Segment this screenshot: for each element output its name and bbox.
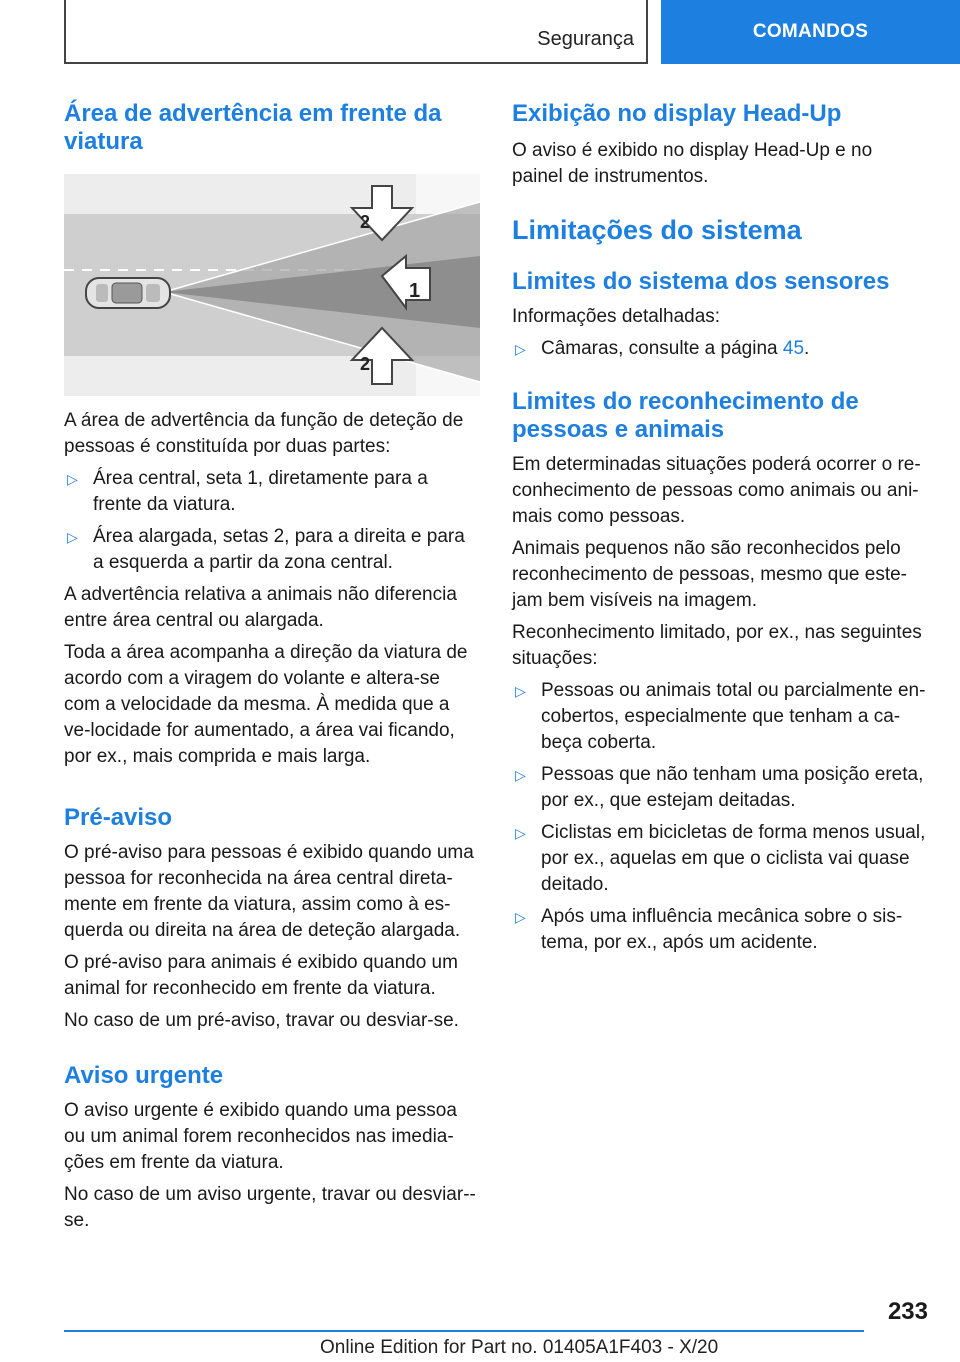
paragraph-pre-warning-animals: O pré-aviso para animais é exibido quando um animal for reconhecido em frente da viatura.	[64, 952, 458, 999]
bullet-triangle-icon: ▷	[515, 341, 526, 357]
warning-area-figure	[64, 174, 480, 396]
bullet-triangle-icon: ▷	[67, 529, 78, 545]
heading-urgent-warning: Aviso urgente	[64, 1062, 224, 1089]
heading-warning-area: Área de advertência em frente da viatura	[64, 100, 442, 155]
paragraph-area-direction: Toda a área acompanha a direção da viatura de acordo com a viragem do volante e altera-se com a velocidade da mesma. À medida que a ve-locidade for aumentado, a área vai ficando, por ex., mais comprida e mais larga.	[64, 642, 468, 767]
car-icon	[86, 278, 170, 308]
arrow-top-label: 2	[360, 212, 371, 232]
heading-sensor-limits: Limites do sistema dos sensores	[512, 268, 890, 295]
arrow-bottom-label: 2	[360, 354, 371, 374]
heading-recognition-limits: Limites do reconhecimento de pessoas e animais	[512, 388, 859, 443]
paragraph-area-intro: A área de advertência da função de deteção de pessoas é constituída por duas partes:	[64, 410, 464, 457]
paragraph-animals-warning: A advertência relativa a animais não diferencia entre área central ou alargada.	[64, 584, 457, 631]
list-item: ▷ Câmaras, consulte a página 45.	[512, 336, 928, 362]
heading-pre-warning: Pré-aviso	[64, 804, 173, 831]
paragraph-head-up-display: O aviso é exibido no display Head-Up e no painel de instrumentos.	[512, 140, 873, 187]
bullet-triangle-icon: ▷	[515, 825, 526, 841]
list-item: ▷ Após uma influência mecânica sobre o sis-tema, por ex., após um acidente.	[515, 906, 903, 953]
arrow-center-label: 1	[409, 280, 421, 302]
paragraph-urgent-action: No caso de um aviso urgente, travar ou desviar--se.	[64, 1184, 476, 1231]
bullet-list-areas	[64, 466, 480, 576]
page-number: 233	[887, 1298, 928, 1325]
left-column	[64, 100, 480, 1234]
paragraph-limited-recognition: Reconhecimento limitado, por ex., nas seguintes situações:	[512, 622, 922, 669]
footer-edition: Online Edition for Part no. 01405A1F403 - X/20	[320, 1337, 719, 1358]
list-item: ▷ Pessoas que não tenham uma posição ereta, por ex., que estejam deitadas.	[515, 764, 924, 811]
header-section-title: Segurança	[537, 28, 634, 50]
list-item: ▷ Área central, seta 1, diretamente para a frente da viatura.	[67, 468, 428, 515]
bullet-triangle-icon: ▷	[515, 909, 526, 925]
header-section-box	[64, 0, 648, 64]
list-item: ▷ Pessoas ou animais total ou parcialmente en-cobertos, especialmente que tenham a ca-beça coberta.	[515, 680, 926, 753]
list-item: ▷ Área alargada, setas 2, para a direita e para a esquerda a partir da zona central.	[67, 526, 465, 573]
bullet-triangle-icon: ▷	[515, 767, 526, 783]
bullet-list-limitations	[512, 678, 928, 956]
right-column	[512, 100, 928, 956]
bullet-triangle-icon: ▷	[67, 471, 78, 487]
paragraph-small-animals: Animais pequenos não são reconhecidos pelo reconhecimento de pessoas, mesmo que este-jam bem visíveis na imagem.	[512, 538, 907, 611]
paragraph-pre-warning-action: No caso de um pré-aviso, travar ou desviar-se.	[64, 1010, 459, 1031]
bullet-triangle-icon: ▷	[515, 683, 526, 699]
paragraph-pre-warning-persons: O pré-aviso para pessoas é exibido quando uma pessoa for reconhecida na área central direta-mente em frente da viatura, assim como à es-querda ou direita na área de deteção alargada.	[64, 842, 474, 941]
paragraph-misrecognition: Em determinadas situações poderá ocorrer o re-conhecimento de pessoas como animais ou ani-mais como pessoas.	[512, 454, 921, 527]
header-chapter-tab[interactable]: COMANDOS	[661, 0, 960, 64]
list-item: ▷ Ciclistas em bicicletas de forma menos usual, por ex., aquelas em que o ciclista vai quase deitado.	[515, 822, 926, 895]
paragraph-urgent-warning: O aviso urgente é exibido quando uma pessoa ou um animal forem reconhecidos nas imedia-ções em frente da viatura.	[64, 1100, 457, 1173]
heading-head-up-display: Exibição no display Head-Up	[512, 100, 842, 127]
paragraph-detailed-info: Informações detalhadas:	[512, 306, 721, 327]
heading-system-limitations: Limitações do sistema	[512, 215, 802, 245]
page-link-45[interactable]: 45	[782, 338, 805, 359]
footer-divider	[64, 1330, 864, 1332]
bullet-list-cameras	[512, 336, 928, 362]
